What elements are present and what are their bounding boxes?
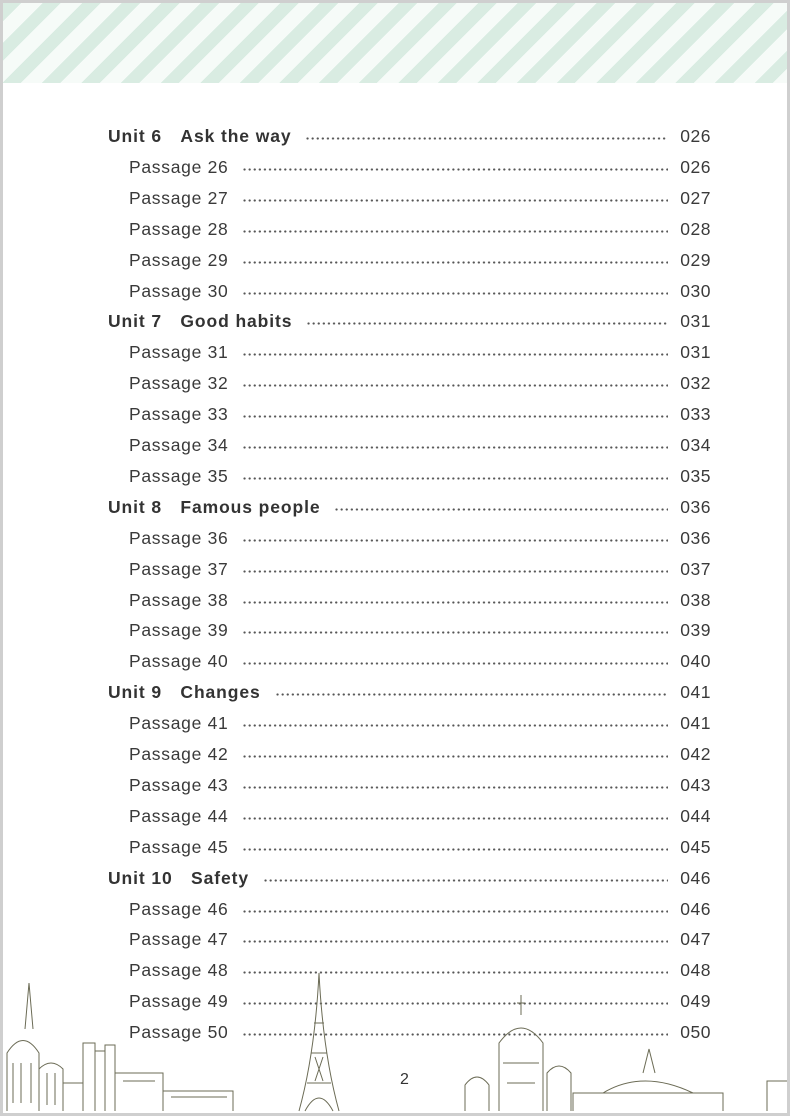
- dot-leader: [242, 755, 668, 758]
- unit-title: Unit 6 Ask the way: [108, 125, 292, 146]
- dot-leader: [242, 199, 668, 202]
- dot-leader: [305, 137, 668, 140]
- passage-title: Passage 47: [129, 928, 229, 949]
- dot-leader: [242, 724, 668, 727]
- passage-title: Passage 37: [129, 558, 229, 579]
- dot-leader: [242, 292, 668, 295]
- dot-leader: [242, 353, 668, 356]
- unit-title: Unit 9 Changes: [108, 681, 261, 702]
- toc-page-number: 041: [680, 712, 711, 733]
- passage-title: Passage 36: [129, 527, 229, 548]
- dot-leader: [242, 230, 668, 233]
- dot-leader: [334, 508, 668, 511]
- toc-page-number: 047: [680, 928, 711, 949]
- unit-title: Unit 8 Famous people: [108, 496, 321, 517]
- passage-title: Passage 43: [129, 774, 229, 795]
- toc-page-number: 036: [680, 527, 711, 548]
- toc-page-number: 026: [680, 125, 711, 146]
- toc-passage-entry: [129, 279, 711, 303]
- page-number: 2: [400, 1071, 409, 1088]
- passage-title: Passage 28: [129, 218, 229, 239]
- passage-title: Passage 27: [129, 187, 229, 208]
- toc-passage-entry: [129, 557, 711, 581]
- dot-leader: [242, 631, 668, 634]
- toc-page-number: 048: [680, 959, 711, 980]
- toc-passage-entry: [129, 371, 711, 395]
- passage-title: Passage 29: [129, 249, 229, 270]
- dot-leader: [242, 168, 668, 171]
- passage-title: Passage 34: [129, 434, 229, 455]
- dot-leader: [242, 910, 668, 913]
- passage-title: Passage 42: [129, 743, 229, 764]
- toc-passage-entry: [129, 588, 711, 612]
- toc-page-number: 030: [680, 280, 711, 301]
- toc-passage-entry: [129, 618, 711, 642]
- toc-passage-entry: [129, 186, 711, 210]
- toc-page-number: 027: [680, 187, 711, 208]
- passage-title: Passage 44: [129, 805, 229, 826]
- toc-page-number: 026: [680, 156, 711, 177]
- passage-title: Passage 50: [129, 1021, 229, 1042]
- toc-page-number: 042: [680, 743, 711, 764]
- passage-title: Passage 48: [129, 959, 229, 980]
- toc-page-number: 050: [680, 1021, 711, 1042]
- toc-passage-entry: [129, 155, 711, 179]
- toc-passage-entry: [129, 464, 711, 488]
- passage-title: Passage 40: [129, 650, 229, 671]
- toc-page-number: 041: [680, 681, 711, 702]
- toc-page-number: 029: [680, 249, 711, 270]
- toc-page-number: 049: [680, 990, 711, 1011]
- dot-leader: [242, 940, 668, 943]
- unit-title: Unit 10 Safety: [108, 867, 249, 888]
- passage-title: Passage 33: [129, 403, 229, 424]
- toc-page-number: 031: [680, 310, 711, 331]
- dot-leader: [242, 384, 668, 387]
- passage-title: Passage 35: [129, 465, 229, 486]
- passage-title: Passage 41: [129, 712, 229, 733]
- toc-page-number: 034: [680, 434, 711, 455]
- dot-leader: [275, 693, 669, 696]
- toc-passage-entry: [129, 927, 711, 951]
- toc-page-number: 040: [680, 650, 711, 671]
- toc-unit-entry: [108, 124, 711, 148]
- toc-unit-entry: [108, 309, 711, 333]
- dot-leader: [242, 446, 668, 449]
- toc-unit-entry: [108, 866, 711, 890]
- toc-page-number: 044: [680, 805, 711, 826]
- toc-page-number: 028: [680, 218, 711, 239]
- toc-page-number: 039: [680, 619, 711, 640]
- toc-passage-entry: [129, 248, 711, 272]
- paris-skyline-illustration: [3, 973, 787, 1113]
- passage-title: Passage 32: [129, 372, 229, 393]
- passage-title: Passage 31: [129, 341, 229, 362]
- dot-leader: [242, 261, 668, 264]
- passage-title: Passage 46: [129, 898, 229, 919]
- toc-passage-entry: [129, 340, 711, 364]
- dot-leader: [242, 786, 668, 789]
- toc-passage-entry: [129, 711, 711, 735]
- dot-leader: [242, 662, 668, 665]
- toc-page-number: 038: [680, 589, 711, 610]
- dot-leader: [242, 817, 668, 820]
- toc-passage-entry: [129, 835, 711, 859]
- toc-page-number: 036: [680, 496, 711, 517]
- passage-title: Passage 45: [129, 836, 229, 857]
- toc-passage-entry: [129, 773, 711, 797]
- dot-leader: [242, 570, 668, 573]
- toc-page-number: 031: [680, 341, 711, 362]
- dot-leader: [242, 415, 668, 418]
- toc-page-number: 032: [680, 372, 711, 393]
- dot-leader: [306, 322, 668, 325]
- toc-passage-entry: [129, 526, 711, 550]
- toc-page-number: 037: [680, 558, 711, 579]
- toc-passage-entry: [129, 402, 711, 426]
- passage-title: Passage 26: [129, 156, 229, 177]
- passage-title: Passage 49: [129, 990, 229, 1011]
- toc-passage-entry: [129, 217, 711, 241]
- toc-page-number: 043: [680, 774, 711, 795]
- passage-title: Passage 39: [129, 619, 229, 640]
- unit-title: Unit 7 Good habits: [108, 310, 293, 331]
- toc-page-number: 033: [680, 403, 711, 424]
- toc-unit-entry: [108, 495, 711, 519]
- dot-leader: [242, 601, 668, 604]
- decorative-stripe-header: [3, 3, 787, 83]
- dot-leader: [242, 539, 668, 542]
- dot-leader: [242, 477, 668, 480]
- toc-unit-entry: [108, 680, 711, 704]
- toc-page-number: 046: [680, 867, 711, 888]
- passage-title: Passage 30: [129, 280, 229, 301]
- toc-passage-entry: [129, 433, 711, 457]
- toc-passage-entry: [129, 804, 711, 828]
- dot-leader: [263, 879, 668, 882]
- toc-passage-entry: [129, 742, 711, 766]
- toc-passage-entry: [129, 897, 711, 921]
- toc-passage-entry: [129, 649, 711, 673]
- toc-page-number: 045: [680, 836, 711, 857]
- toc-page-number: 035: [680, 465, 711, 486]
- dot-leader: [242, 848, 668, 851]
- toc-page-number: 046: [680, 898, 711, 919]
- passage-title: Passage 38: [129, 589, 229, 610]
